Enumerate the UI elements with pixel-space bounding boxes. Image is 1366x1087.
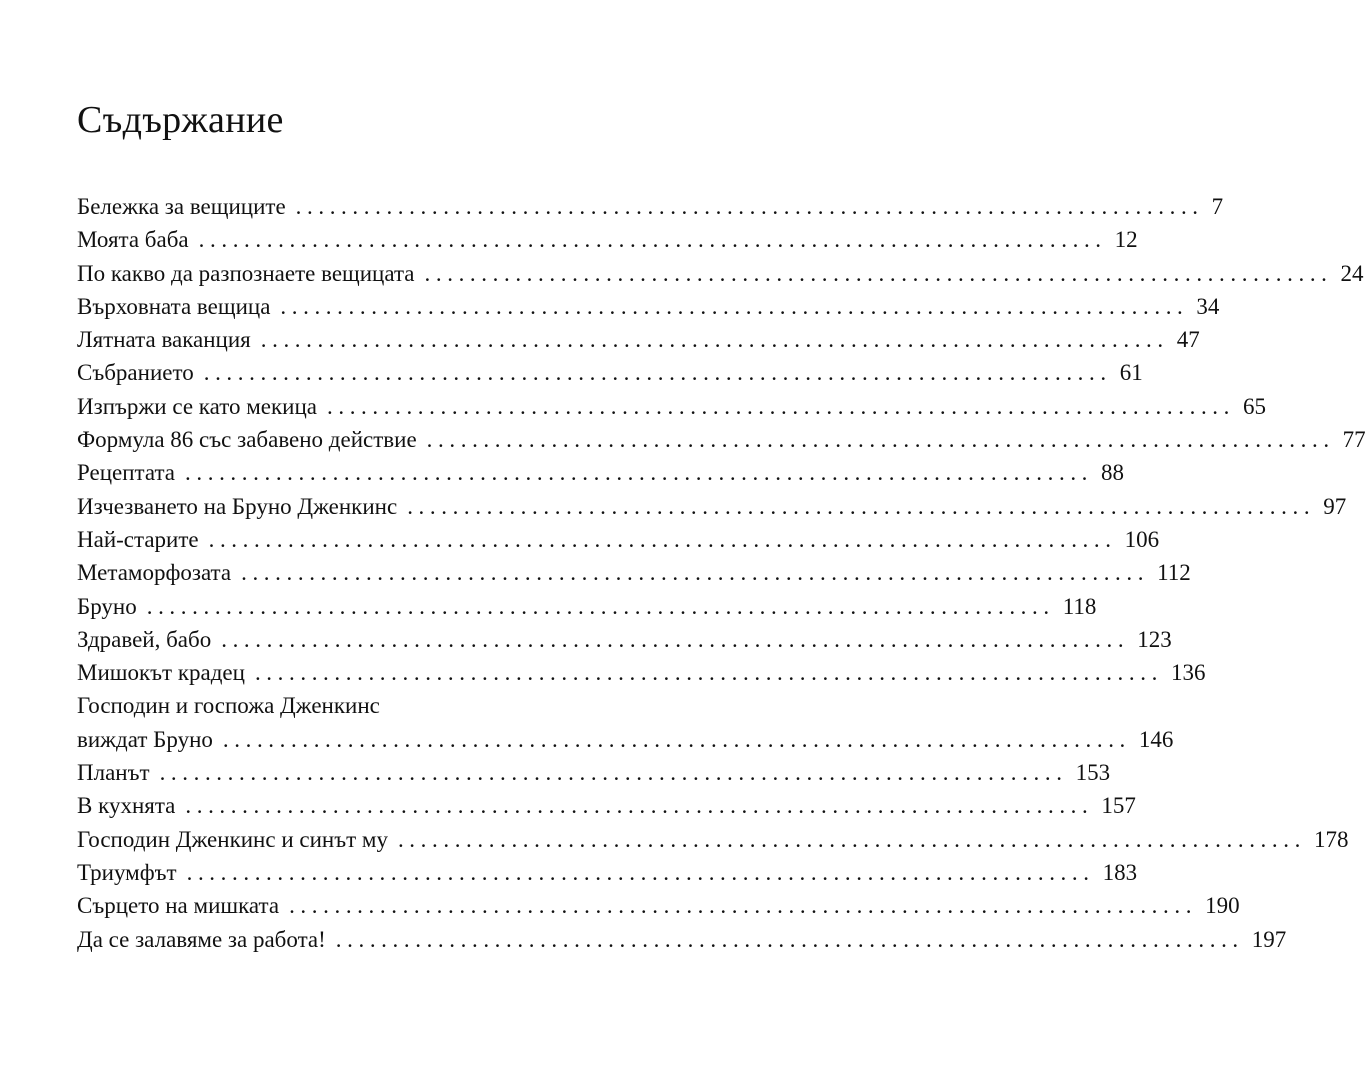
dot-leader: ................................................................................ (280, 293, 1189, 319)
toc-entry-page: 123 (1137, 626, 1172, 652)
toc-entry-title: виждат Бруно (77, 726, 213, 752)
dot-leader: ................................................................................ (327, 393, 1235, 419)
toc-entry-title: Сърцето на мишката (77, 893, 280, 919)
toc-entry-page: 34 (1196, 293, 1220, 319)
toc-entry-page: 61 (1119, 360, 1143, 386)
dot-leader: ................................................................................ (186, 859, 1095, 885)
dot-leader: ................................................................................ (254, 660, 1163, 686)
toc-entry-page: 178 (1313, 826, 1349, 852)
dot-leader: ................................................................................ (426, 427, 1335, 453)
toc-entry-title: Здравей, бабо (77, 626, 212, 652)
toc-entry-title: Изчезването на Бруно Дженкинс (77, 493, 398, 519)
toc-entry (77, 889, 1240, 922)
toc-entry-title-line1: Господин и госпожа Дженкинс (77, 693, 380, 719)
dot-leader: ................................................................................ (203, 360, 1112, 386)
toc-entry-title: Метаморфозата (77, 560, 232, 586)
toc-entry (77, 390, 1266, 423)
toc-entry-page: 112 (1157, 560, 1191, 586)
toc-entry-title: Планът (77, 760, 150, 786)
toc-entry (77, 723, 1174, 756)
dot-leader: ................................................................................ (208, 526, 1117, 552)
toc-entry (77, 190, 1224, 223)
toc-entry (77, 823, 1349, 856)
toc-entry-page: 136 (1170, 660, 1206, 686)
toc-entry (77, 257, 1364, 290)
toc-entry (77, 356, 1143, 389)
dot-leader: ................................................................................ (159, 760, 1068, 786)
toc-entry-page: 7 (1211, 194, 1224, 219)
dot-leader: ................................................................................ (146, 593, 1055, 619)
toc-entry-title: По какво да разпознаете вещицата (77, 260, 415, 286)
dot-leader: ................................................................................ (289, 893, 1198, 919)
toc-entry-page: 47 (1176, 327, 1200, 353)
dot-leader: ................................................................................ (221, 626, 1130, 652)
toc-entry-page: 153 (1075, 760, 1111, 786)
toc-entry (77, 590, 1097, 623)
toc-entry-page: 65 (1243, 393, 1266, 419)
toc-entry-continued-line (77, 689, 598, 722)
toc-entry-page: 24 (1340, 260, 1364, 286)
toc-entry-title: Лятната ваканция (77, 327, 251, 353)
toc-entry-page: 197 (1251, 926, 1287, 952)
toc-entry-title: Събранието (77, 360, 194, 386)
dot-leader: ................................................................................ (185, 793, 1094, 819)
toc-entry (77, 290, 1220, 323)
dot-leader: ................................................................................ (222, 726, 1131, 752)
dot-leader: ................................................................................ (198, 227, 1107, 253)
toc-entry-page: 183 (1102, 859, 1138, 885)
toc-entry-page: 106 (1124, 526, 1160, 552)
toc-entry (77, 223, 1138, 256)
toc-entry-title: Бруно (77, 593, 137, 619)
toc-entry-title: Господин Дженкинс и синът му (77, 826, 388, 852)
toc-entry-page: 190 (1205, 893, 1240, 919)
toc-entry-page: 88 (1101, 460, 1125, 486)
toc-entry (77, 323, 1200, 356)
dot-leader: ................................................................................ (295, 194, 1204, 219)
dot-leader: ................................................................................ (407, 493, 1316, 519)
toc-entry-title: Върховната вещица (77, 293, 271, 319)
dot-leader: ................................................................................ (185, 460, 1094, 486)
dot-leader: ................................................................................ (397, 826, 1306, 852)
dot-leader: ................................................................................ (241, 560, 1150, 586)
toc-entry (77, 923, 1287, 956)
dot-leader: ................................................................................ (260, 327, 1169, 353)
toc-entry-title: Да се залавяме за работа! (77, 926, 326, 952)
page-title: Съдържание (77, 99, 284, 141)
toc-entry (77, 789, 1136, 822)
toc-entry-title: В кухнята (77, 793, 176, 819)
toc-entry-page: 12 (1114, 227, 1138, 253)
dot-leader: ................................................................................ (335, 926, 1244, 952)
toc-entry (77, 656, 1206, 689)
toc-entry (77, 490, 1347, 523)
toc-entry (77, 623, 1172, 656)
toc-entry (77, 756, 1111, 789)
toc-entry (77, 423, 1366, 456)
toc-entry-title: Мишокът крадец (77, 660, 245, 686)
toc-entry-title: Формула 86 със забавено действие (77, 427, 417, 453)
toc-entry-title: Триумфът (77, 859, 177, 885)
toc-entry-title: Рецептата (77, 460, 176, 486)
toc-entry (77, 456, 1125, 489)
toc-entry-page: 77 (1342, 427, 1366, 453)
toc-entry (77, 856, 1138, 889)
toc-entry (77, 556, 1191, 589)
toc-entry-title: Най-старите (77, 526, 199, 552)
toc-entry-page: 118 (1062, 593, 1097, 619)
dot-leader: ................................................................................ (424, 260, 1333, 286)
toc-entry (77, 523, 1160, 556)
toc-entry-title: Моята баба (77, 227, 189, 253)
table-of-contents (77, 190, 1366, 956)
toc-entry-page: 157 (1101, 793, 1136, 819)
toc-entry-page: 146 (1138, 726, 1174, 752)
toc-entry-title: Бележка за вещиците (77, 194, 286, 219)
toc-entry-title: Изпържи се като мекица (77, 393, 317, 419)
toc-entry-page: 97 (1323, 493, 1347, 519)
